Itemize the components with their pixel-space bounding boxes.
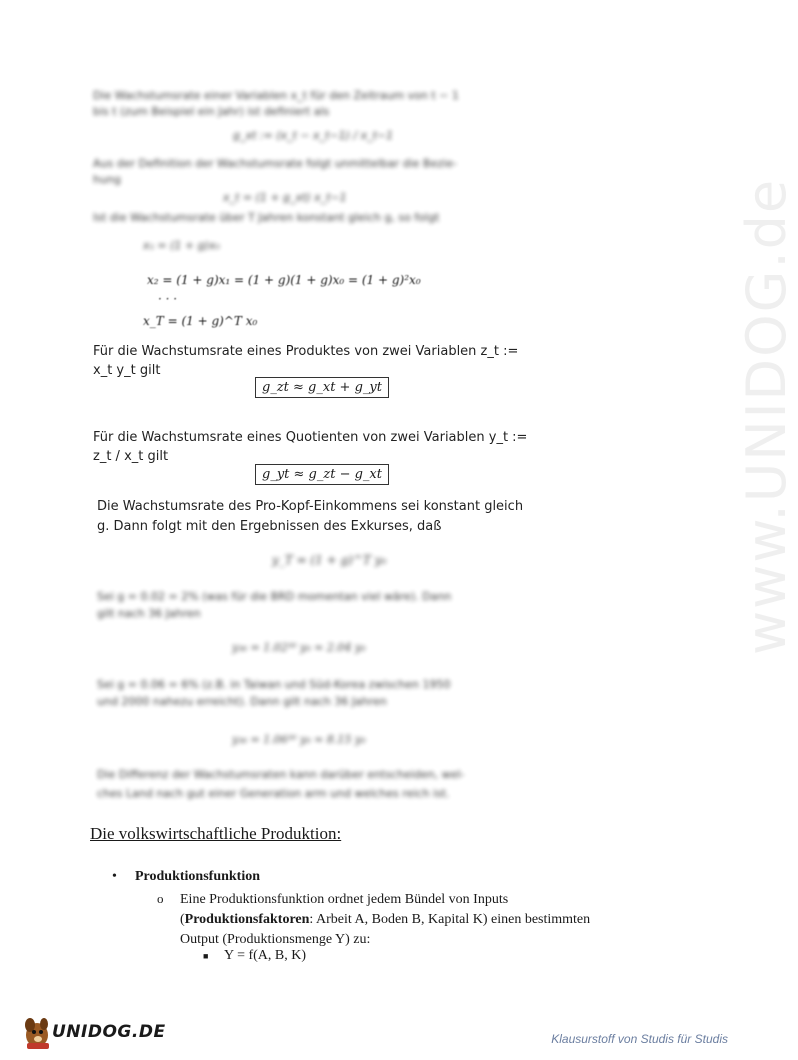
intro-line-1: Die Wachstumsrate einer Variablen x_t für den Zeitraum von t − 1: [93, 89, 459, 102]
quotient-rule-formula: g_yt ≈ g_zt − g_xt: [255, 464, 389, 485]
prokopf-formula-b: y₃₆ = 1.06³⁶ y₀ ≈ 8.15 y₀: [232, 733, 366, 746]
product-rule-line-1: Für die Wachstumsrate eines Produktes von zwei Variablen z_t :=: [93, 344, 519, 359]
quotient-rule-line-1: Für die Wachstumsrate eines Quotienten von zwei Variablen y_t :=: [93, 430, 528, 445]
intro-line-2: bis t (zum Beispiel ein Jahr) ist definiert als: [93, 105, 330, 118]
intro-line-3: Aus der Definition der Wachstumsrate folgt unmittelbar die Bezie-: [93, 157, 457, 170]
blurred-intro: [93, 88, 493, 254]
derivation-dots: · · ·: [158, 292, 178, 306]
prokopf-paragraph-2: [97, 676, 537, 710]
watermark-text: www.UNIDOG.de: [735, 177, 798, 655]
production-function-formula: Y = f(A, B, K): [224, 948, 307, 963]
prokopf-para3-line-b: ches Land nach gut einer Generation arm und welches reich ist.: [97, 787, 450, 800]
product-rule-text: [93, 342, 518, 380]
sub-sub-bullet-marker: ■: [203, 951, 209, 961]
sub-bullet-text: [180, 890, 650, 950]
intro-line-4: hung: [93, 173, 121, 186]
intro-formula-2: x_t = (1 + g_xt) x_t−1: [223, 191, 347, 204]
prokopf-para2-line-b: und 2000 nahezu erreicht). Dann gilt nach 36 Jahren: [97, 695, 387, 708]
derivation-eq-2: x₂ = (1 + g)x₁ = (1 + g)(1 + g)x₀ = (1 + g)²x₀: [147, 273, 421, 287]
prokopf-para1-line-b: gilt nach 36 Jahren: [97, 607, 201, 620]
prokopf-line-2: g. Dann folgt mit den Ergebnissen des Exkurses, daß: [97, 519, 442, 534]
bullet-title: Produktionsfunktion: [135, 869, 261, 884]
intro-line-5: Ist die Wachstumsrate über T Jahren konstant gleich g, so folgt: [93, 211, 440, 224]
section-heading: Die volkswirtschaftliche Produktion:: [90, 824, 342, 843]
prokopf-para2-line-a: Sei g = 0.06 = 6% (z.B. in Taiwan und Süd-Korea zwischen 1950: [97, 678, 451, 691]
sub-bullet-line-3: Output (Produktionsmenge Y) zu:: [180, 932, 371, 947]
intro-eq-1: x₁ = (1 + g)x₀: [143, 239, 220, 252]
footer-tagline: Klausurstoff von Studis für Studis: [551, 1032, 728, 1046]
prokopf-para3-line-a: Die Differenz der Wachstumsraten kann darüber entscheiden, wel-: [97, 768, 465, 781]
logo-text: UNIDOG.DE: [52, 1022, 166, 1042]
sub-bullet-rest: : Arbeit A, Boden B, Kapital K) einen bestimmten: [309, 912, 591, 927]
prokopf-paragraph-1: [97, 588, 537, 622]
sub-bullet-marker: o: [157, 891, 164, 906]
derivation-eq-t: x_T = (1 + g)^T x₀: [143, 314, 258, 328]
product-rule-line-2: x_t y_t gilt: [93, 363, 161, 378]
prokopf-formula-a: y₃₆ = 1.02³⁶ y₀ ≈ 2.04 y₀: [232, 641, 366, 654]
quotient-rule-line-2: z_t / x_t gilt: [93, 449, 169, 464]
prokopf-paragraph-3: [97, 765, 537, 803]
prokopf-line-1: Die Wachstumsrate des Pro-Kopf-Einkommens sei konstant gleich: [97, 499, 524, 514]
sub-bullet-line-2: (Produktionsfaktoren: Arbeit A, Boden B, Kapital K) einen bestimmten: [180, 912, 591, 927]
intro-formula-1: g_xt := (x_t − x_t−1) / x_t−1: [233, 129, 394, 142]
sub-bullet-bold: Produktionsfaktoren: [184, 912, 310, 927]
sub-bullet-line-1: Eine Produktionsfunktion ordnet jedem Bündel von Inputs: [180, 892, 509, 907]
product-rule-formula: g_zt ≈ g_xt + g_yt: [255, 377, 389, 398]
prokopf-formula: y_T = (1 + g)^T y₀: [272, 553, 387, 567]
prokopf-text: [97, 497, 523, 537]
quotient-rule-text: [93, 428, 527, 466]
bullet-marker: •: [112, 869, 117, 884]
prokopf-para1-line-a: Sei g = 0.02 = 2% (was für die BRD momentan viel wäre). Dann: [97, 590, 452, 603]
